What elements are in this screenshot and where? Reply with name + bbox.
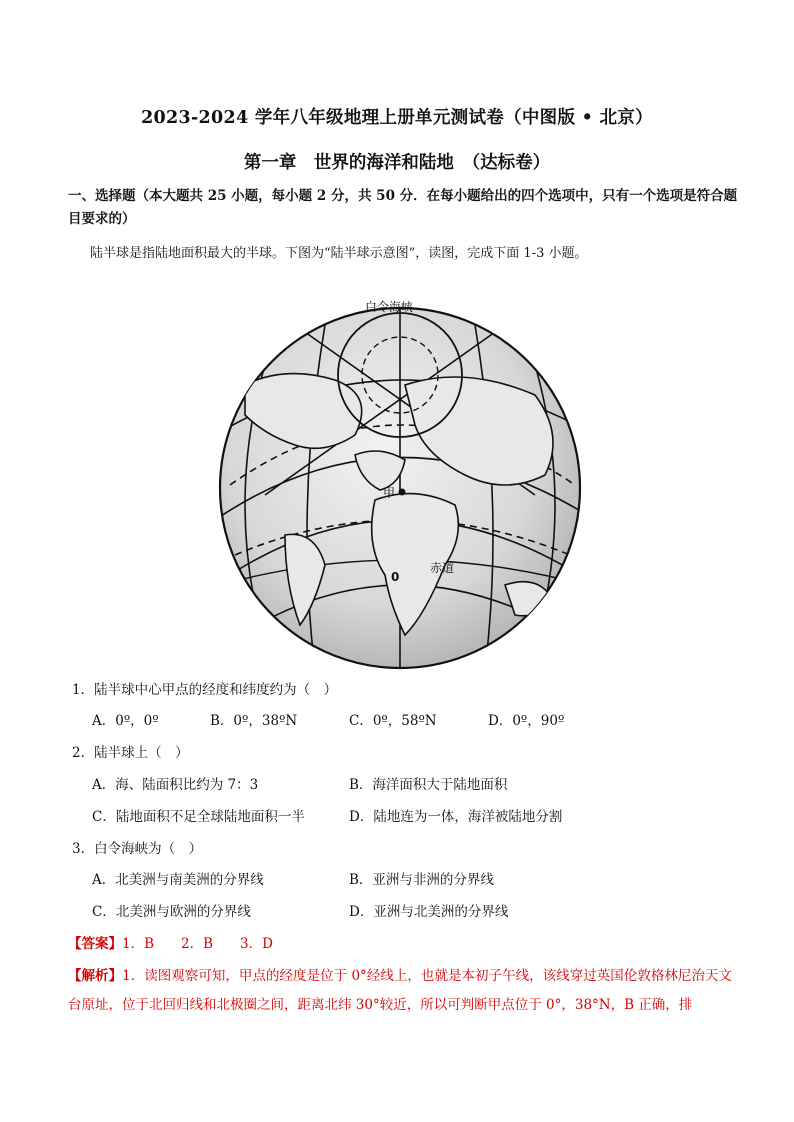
point-jia-label: 甲 bbox=[383, 486, 396, 500]
question-2-option-d[interactable]: D．陆地连为一体，海洋被陆地分割 bbox=[349, 809, 563, 825]
question-3-option-c[interactable]: C．北美洲与欧洲的分界线 bbox=[92, 904, 251, 920]
page-title: 2023-2024 学年八年级地理上册单元测试卷（中图版 • 北京） bbox=[141, 108, 653, 128]
answer-line bbox=[68, 932, 273, 952]
question-2-option-c[interactable]: C．陆地面积不足全球陆地面积一半 bbox=[92, 809, 305, 825]
page-subtitle: 第一章 世界的海洋和陆地 （达标卷） bbox=[243, 153, 551, 173]
intro-text: 陆半球是指陆地面积最大的半球。下图为“陆半球示意图”，读图，完成下面 1-3 小题。 bbox=[90, 246, 588, 261]
section-heading: 一、选择题（本大题共 25 小题，每小题 2 分，共 50 分．在每小题给出的四个选项中，只有一个选项是符合题目要求的） bbox=[68, 188, 738, 227]
explanation-label: 【解析】 bbox=[68, 968, 123, 984]
bering-strait-label: 白令海峡 bbox=[365, 300, 414, 314]
land-hemisphere-map bbox=[205, 285, 595, 675]
question-1-stem: 1．陆半球中心甲点的经度和纬度约为（ ） bbox=[72, 682, 338, 698]
equator-label: 赤道 bbox=[430, 561, 455, 575]
answer-label: 【答案】 bbox=[68, 936, 122, 952]
question-1-option-d[interactable]: D．0º，90º bbox=[488, 713, 565, 729]
explanation-block bbox=[68, 962, 732, 1020]
question-3-stem: 3．白令海峡为（ ） bbox=[72, 841, 203, 857]
zero-meridian-label: 0 bbox=[391, 570, 400, 584]
question-1-option-b[interactable]: B．0º，38ºN bbox=[210, 713, 298, 729]
explanation-text: 1．读图观察可知，甲点的经度是位于 0°经线上，也就是本初子午线，该线穿过英国伦敦格林尼治天文台原址，位于北回归线和北极圈之间，距离北纬 30°较近，所以可判断甲点位于 0°，38°N，B 正确，排 bbox=[68, 968, 733, 1013]
question-2-option-a[interactable]: A．海、陆面积比约为 7：3 bbox=[92, 777, 259, 793]
question-2-option-b[interactable]: B．海洋面积大于陆地面积 bbox=[349, 777, 508, 793]
answer-text: 1．B 2．B 3．D bbox=[122, 936, 273, 952]
question-1-option-c[interactable]: C．0º，58ºN bbox=[349, 713, 437, 729]
question-3-option-b[interactable]: B．亚洲与非洲的分界线 bbox=[349, 872, 494, 888]
question-1-option-a[interactable]: A．0º，0º bbox=[92, 713, 159, 729]
question-3-option-a[interactable]: A．北美洲与南美洲的分界线 bbox=[92, 872, 264, 888]
question-3-option-d[interactable]: D．亚洲与北美洲的分界线 bbox=[349, 904, 509, 920]
question-2-stem: 2．陆半球上（ ） bbox=[72, 745, 189, 761]
point-jia-marker bbox=[399, 489, 406, 496]
